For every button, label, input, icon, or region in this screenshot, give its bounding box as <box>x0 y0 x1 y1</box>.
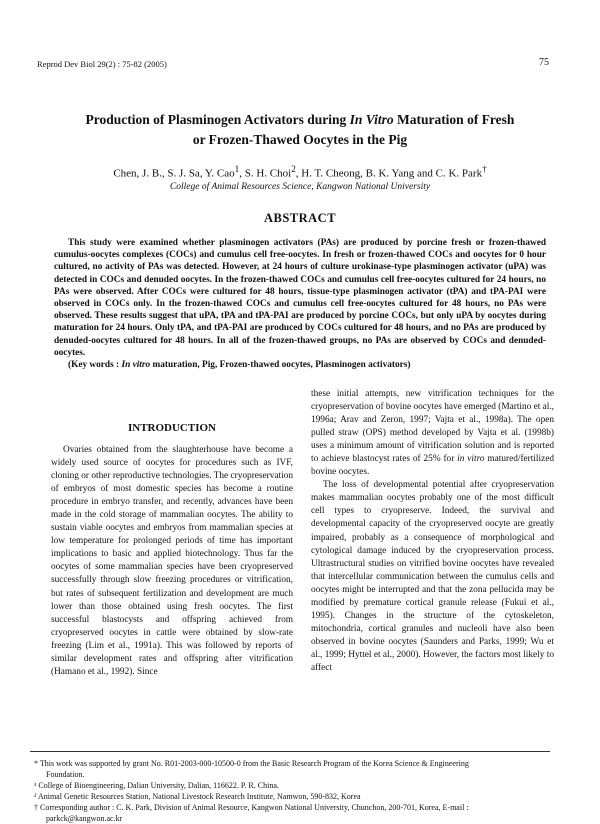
footnote-affil-1: ¹ College of Bioengineering, Dalian University, Dalian, 116622. P. R. China. <box>34 781 279 790</box>
page-number: 75 <box>539 57 549 68</box>
footnotes <box>34 758 554 824</box>
column-right <box>311 388 554 675</box>
title-line-2: or Frozen-Thawed Oocytes in the Pig <box>192 132 408 147</box>
footnote-funding-cont: Foundation. <box>46 770 85 779</box>
author-list: Chen, J. B., S. J. Sa, Y. Cao$^1$, S. H. Choi$^2$, H. T. Cheong, B. K. Yang and C. K. Park† <box>113 164 487 180</box>
intro-paragraph-1-continued: these initial attempts, new vitrification techniques for the cryopreservation of bovine oocytes have emerged (Martino et al., 1996a; Arav and Zeron, 1997; Vajta et al., 1998a). The open pulled straw (OPS) method developed by Vajta et al. (1998b) uses a minimum amount of vitrification solution and is reported to achieve blastocyst rates of 25% for in vitro matured/fertilized bovine oocytes. <box>311 389 555 478</box>
footnote-divider <box>30 751 550 752</box>
column-left <box>51 444 293 679</box>
abstract-text: This study were examined whether plasminogen activators (PAs) are produced by porcine fresh or frozen-thawed cumulus-oocytes complexes (COCs) and cumulus cell free-oocytes. In fresh or frozen-thawed COCs and oocytes for 0 hour cultured, no activity of PAs was detected. However, at 24 hours of culture urokinase-type plasminogen activator (uPA) was detected in COCs and denuded oocytes. In the frozen-thawed COCs and cumulus cell free-oocytes cultured for 24 hours, no PAs were observed. After COCs were cultured for 48 hours, tissue-type plasminogen activator (tPA) and tPA-PAI were observed in COCs only. In the frozen-thawed COCs and cumulus cell free-oocytes cultured for 48 hours, no PAs were observed. These results suggest that uPA, tPA and tPA-PAI are produced by porcine COCs, but only uPA by oocytes during maturation for 24 hours. Only tPA, and tPA-PAI are produced by COCs cultured for 48 hours, and no PAs are produced by denuded-oocytes cultured for 48 hours. In all of the frozen-thawed groups, no PAs are observed by COCs and denuded-oocytes. <box>54 238 546 358</box>
introduction-heading: INTRODUCTION <box>127 422 216 434</box>
intro-paragraph-2: The loss of developmental potential after cryopreservation makes mammalian oocytes probably one of the most difficult cell types to cryopreserve. Indeed, the survival and developmental capacity of the cryopreserved oocyte are greatly impaired, probably as a consequence of morphological and cytological damage induced by the cryopreservation process. Ultrastructural studies on vitrified bovine oocytes have revealed that intercellular communication between the cumulus cells and oocytes might be interrupted and that the zona pellucida may be modified by premature cortical granule release (Fukui et al., 1995). Changes in the structure of the cytoskeleton, mitochondria, cortical granules and nucleoli have also been observed in bovine oocytes (Saunders and Parks, 1999; Wu et al., 1999; Hyttel et al., 2000). However, the factors most likely to affect <box>311 480 554 673</box>
keywords: (Key words : In vitro maturation, Pig, Frozen-thawed oocytes, Plasminogen activators) <box>68 360 411 371</box>
paper-title <box>60 110 540 150</box>
abstract-body <box>54 237 546 371</box>
abstract-heading: ABSTRACT <box>263 211 337 225</box>
journal-citation: Reprod Dev Biol 29(2) : 75-82 (2005) <box>37 59 167 69</box>
intro-paragraph-1: Ovaries obtained from the slaughterhouse have become a widely used source of oocytes for procedures such as IVF, cloning or other reproductive technologies. The cryopreservation of embryos of most domestic species has become a routine procedure in embryo transfer, and recently, advances have been made in the cold storage of mammalian oocytes. The ability to sustain viable oocytes and embryos from mammalian species at low temperature for prolonged periods of time has important implications to basic and applied biotechnology. Thus far the oocytes of some mammalian species have been cryopreserved successfully through slow freezing procedures or vitrification, but rates of subsequent fertilization and development are much lower than those obtained using fresh oocytes. The first successful blastocysts and offspring achieved from cryopreserved oocytes in cattle were obtained by slow-rate freezing (Lim et al., 1991a). This was followed by reports of similar development rates and offspring after vitrification (Hamano et al., 1992). Since <box>51 445 293 677</box>
footnote-email: parkck@kangwon.ac.kr <box>46 814 123 823</box>
footnote-corresponding: † Corresponding author : C. K. Park, Division of Animal Resource, Kangwon National University, Chunchon, 200-701, Korea, E-mail : <box>34 803 469 812</box>
footnote-affil-2: ² Animal Genetic Resources Station, National Livestock Research Institute, Namwon, 590-832, Korea <box>34 792 361 801</box>
title-italic: In Vitro <box>349 112 394 127</box>
affiliation: College of Animal Resources Science, Kangwon National University <box>169 182 431 192</box>
title-line-1: Production of Plasminogen Activators during In Vitro Maturation of Fresh <box>85 112 515 127</box>
footnote-funding: * This work was supported by grant No. R01-2003-000-10500-0 from the Basic Research Program of the Korea Science & Engineering <box>34 759 469 768</box>
